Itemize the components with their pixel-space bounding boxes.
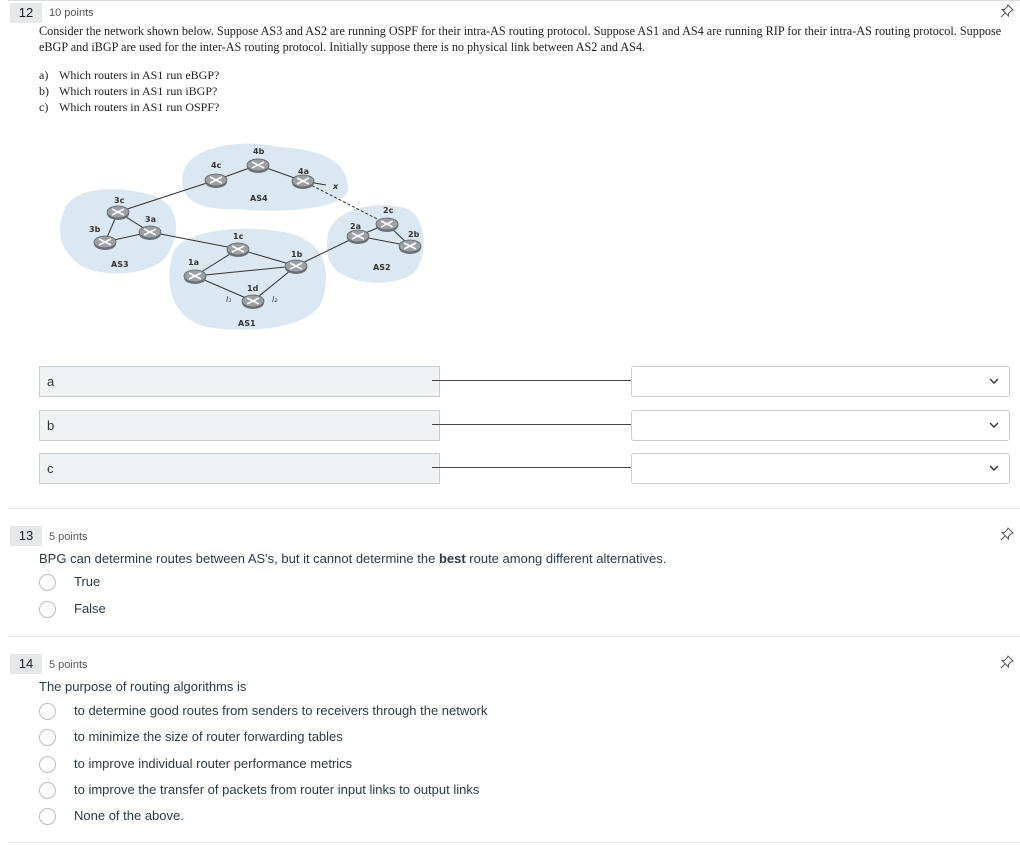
question-14 [8, 654, 1020, 840]
radio-button[interactable] [39, 601, 56, 618]
router-4a [292, 175, 314, 189]
chevron-down-icon [989, 420, 999, 430]
radio-button[interactable] [39, 782, 56, 799]
label-as2: AS2 [373, 263, 391, 272]
question-text: Consider the network shown below. Suppose AS3 and AS2 are running OSPF for their intra-AS routing protocol. Suppose AS1 and AS4 are running RIP for their intra-AS routing protocol. Suppose eBGP and iBGP are used for the inter-AS routing protocol. Initially suppose there is no physical link between AS2 and AS4. [39, 24, 1002, 54]
label-2b: 2b [408, 230, 420, 239]
question-number: 12 [10, 3, 42, 23]
question-number: 13 [10, 526, 42, 546]
sub-letter: c) [39, 100, 49, 114]
label-3b: 3b [89, 225, 101, 234]
match-row-c [39, 453, 1009, 483]
option-label: to improve individual router performance metrics [74, 756, 353, 771]
label-1a: 1a [188, 258, 199, 267]
question-points: 5 points [49, 531, 88, 543]
pin-icon[interactable] [1000, 4, 1014, 18]
router-4c [205, 174, 227, 188]
router-1d [242, 295, 264, 309]
match-row-b [39, 410, 1009, 440]
match-connector [432, 424, 632, 425]
label-1b: 1b [291, 250, 303, 259]
radio-button[interactable] [39, 729, 56, 746]
router-2a [347, 230, 369, 244]
sub-letter: a) [39, 68, 49, 82]
label-as1: AS1 [238, 319, 256, 328]
label-l1: l₁ [226, 295, 232, 304]
question-text-part: BPG can determine routes between AS's, but it cannot determine the [39, 551, 439, 566]
option-label: to minimize the size of router forwarding tables [74, 729, 343, 744]
match-connector [432, 467, 632, 468]
label-1c: 1c [233, 232, 244, 241]
question-divider [8, 508, 1020, 509]
sub-text: Which routers in AS1 run eBGP? [59, 68, 220, 82]
label-3a: 3a [145, 215, 156, 224]
label-3c: 3c [114, 196, 125, 205]
match-row-a [39, 366, 1009, 396]
sub-letter: b) [39, 84, 49, 98]
router-2b [399, 240, 421, 254]
router-3b [94, 236, 116, 250]
router-1a [184, 270, 206, 284]
radio-button[interactable] [39, 808, 56, 825]
match-label: c [39, 453, 440, 484]
router-3c [107, 206, 129, 220]
question-text: The purpose of routing algorithms is [39, 679, 247, 694]
answer-select-b[interactable] [631, 410, 1010, 441]
match-label: b [39, 410, 440, 441]
chevron-down-icon [989, 463, 999, 473]
sub-question-c [39, 100, 219, 115]
radio-button[interactable] [39, 574, 56, 591]
label-4b: 4b [253, 147, 265, 156]
label-4a: 4a [298, 167, 309, 176]
question-divider [8, 842, 1020, 843]
router-2c [376, 218, 398, 232]
match-label: a [39, 366, 440, 397]
question-text-bold: best [438, 551, 466, 566]
label-as3: AS3 [111, 260, 129, 269]
radio-button[interactable] [39, 703, 56, 720]
label-2c: 2c [383, 206, 394, 215]
chevron-down-icon [989, 376, 999, 386]
question-points: 5 points [49, 659, 88, 671]
sub-text: Which routers in AS1 run iBGP? [59, 84, 218, 98]
option-label: True [74, 574, 101, 589]
question-13 [8, 526, 1020, 636]
question-points: 10 points [49, 7, 94, 19]
option-label: False [74, 601, 106, 616]
label-l2: l₂ [272, 295, 278, 304]
router-4b [247, 159, 269, 173]
question-divider [8, 636, 1020, 637]
answer-select-c[interactable] [631, 453, 1010, 484]
network-diagram [48, 139, 428, 339]
match-connector [432, 380, 632, 381]
label-1d: 1d [247, 284, 259, 293]
question-number: 14 [10, 654, 42, 674]
pin-icon[interactable] [1000, 527, 1014, 541]
router-1c [227, 243, 249, 257]
router-3a [139, 226, 161, 240]
label-4c: 4c [211, 161, 222, 170]
question-text-part: route among different alternatives. [465, 551, 667, 566]
question-text [39, 551, 666, 566]
option-label: None of the above. [74, 808, 184, 823]
router-1b [285, 260, 307, 274]
label-2a: 2a [350, 222, 361, 231]
label-x: x [333, 182, 339, 191]
sub-text: Which routers in AS1 run OSPF? [59, 100, 220, 114]
answer-select-a[interactable] [631, 366, 1010, 397]
option-label: to improve the transfer of packets from router input links to output links [74, 782, 480, 797]
label-as4: AS4 [250, 194, 268, 203]
sub-question-b [39, 84, 217, 99]
radio-button[interactable] [39, 756, 56, 773]
pin-icon[interactable] [1000, 655, 1014, 669]
option-label: to determine good routes from senders to receivers through the network [74, 703, 488, 718]
sub-question-a [39, 68, 219, 83]
question-12 [8, 0, 1020, 509]
